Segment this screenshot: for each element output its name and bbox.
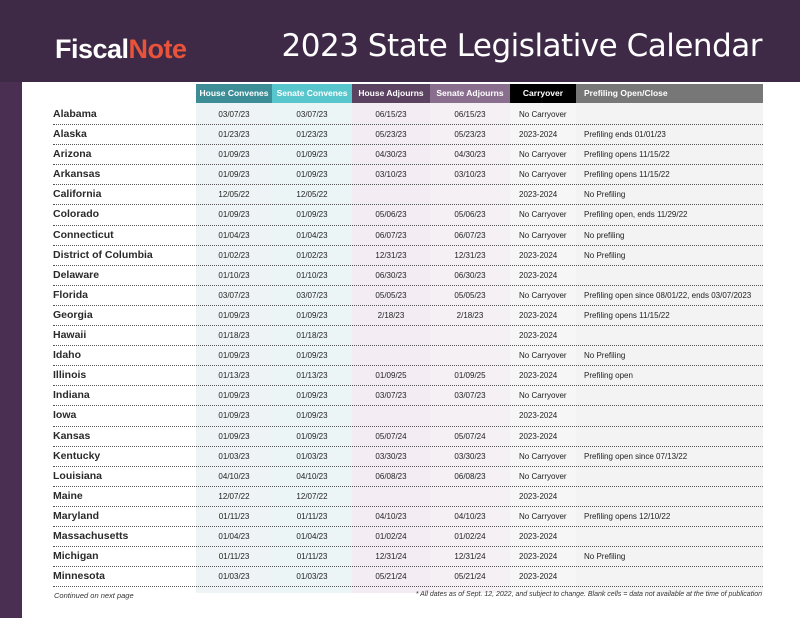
table-row <box>53 306 763 326</box>
senate-convenes-cell: 03/07/23 <box>296 290 328 300</box>
carryover-cell: 2023-2024 <box>519 552 558 562</box>
state-cell: Maine <box>53 489 83 502</box>
senate-adjourns-cell: 06/30/23 <box>454 270 486 280</box>
senate-convenes-cell: 01/09/23 <box>296 411 328 421</box>
carryover-cell: 2023-2024 <box>519 411 558 421</box>
house-adjourns-cell: 05/07/24 <box>375 431 407 441</box>
senate-adjourns-cell: 12/31/24 <box>454 552 486 562</box>
house-convenes-cell: 01/03/23 <box>218 572 250 582</box>
carryover-cell: 2023-2024 <box>519 130 558 140</box>
prefiling-cell: No Prefiling <box>584 351 626 361</box>
state-cell: Connecticut <box>53 228 114 241</box>
table-row <box>53 165 763 185</box>
house-convenes-cell: 01/09/23 <box>218 431 250 441</box>
calendar-table <box>53 105 763 587</box>
senate-adjourns-cell: 05/21/24 <box>454 572 486 582</box>
prefiling-cell: Prefiling opens 11/15/22 <box>584 170 670 180</box>
table-row <box>53 185 763 205</box>
carryover-cell: 2023-2024 <box>519 331 558 341</box>
carryover-cell: 2023-2024 <box>519 310 558 320</box>
senate-adjourns-cell: 03/10/23 <box>454 170 486 180</box>
carryover-cell: No Carryover <box>519 170 567 180</box>
logo-part-fiscal: Fiscal <box>55 34 129 64</box>
senate-convenes-cell: 01/09/23 <box>296 170 328 180</box>
house-convenes-cell: 04/10/23 <box>218 471 250 481</box>
state-cell: District of Columbia <box>53 248 153 261</box>
house-convenes-cell: 01/09/23 <box>218 351 250 361</box>
carryover-cell: No Carryover <box>519 451 567 461</box>
table-row <box>53 567 763 587</box>
house-adjourns-cell: 05/06/23 <box>375 210 407 220</box>
senate-convenes-cell: 01/09/23 <box>296 351 328 361</box>
house-convenes-cell: 01/02/23 <box>218 250 250 260</box>
state-cell: Georgia <box>53 308 93 321</box>
senate-adjourns-cell: 2/18/23 <box>456 310 484 320</box>
senate-convenes-cell: 04/10/23 <box>296 471 328 481</box>
table-row <box>53 366 763 386</box>
senate-convenes-cell: 01/09/23 <box>296 431 328 441</box>
carryover-cell: No Carryover <box>519 210 567 220</box>
house-convenes-cell: 01/11/23 <box>218 552 250 562</box>
senate-convenes-cell: 01/11/23 <box>296 552 328 562</box>
fiscalnote-logo <box>55 34 187 65</box>
house-adjourns-cell: 06/07/23 <box>375 230 407 240</box>
carryover-cell: No Carryover <box>519 511 567 521</box>
footnote: * All dates as of Sept. 12, 2022, and subject to change. Blank cells = data not available at the time of publication <box>415 591 762 598</box>
senate-adjourns-cell: 05/06/23 <box>454 210 486 220</box>
house-adjourns-cell: 05/05/23 <box>375 290 407 300</box>
table-row <box>53 226 763 246</box>
senate-convenes-cell: 01/13/23 <box>296 371 328 381</box>
house-adjourns-cell: 05/21/24 <box>375 572 407 582</box>
state-cell: Maryland <box>53 509 100 522</box>
state-cell: Illinois <box>53 369 87 382</box>
house-adjourns-cell: 06/30/23 <box>375 270 407 280</box>
table-row <box>53 266 763 286</box>
prefiling-cell: Prefiling opens 12/10/22 <box>584 511 671 521</box>
header-senate-convenes: Senate Convenes <box>272 84 352 103</box>
table-row <box>53 205 763 225</box>
house-convenes-cell: 01/09/23 <box>218 210 250 220</box>
state-cell: Colorado <box>53 208 100 221</box>
table-row <box>53 447 763 467</box>
senate-convenes-cell: 01/02/23 <box>296 250 328 260</box>
senate-adjourns-cell: 01/02/24 <box>454 531 486 541</box>
house-convenes-cell: 12/05/22 <box>218 190 250 200</box>
state-cell: Idaho <box>53 349 81 362</box>
prefiling-cell: No Prefiling <box>584 190 626 200</box>
state-cell: Florida <box>53 288 89 301</box>
senate-convenes-cell: 12/07/22 <box>296 491 328 501</box>
table-row <box>53 346 763 366</box>
senate-adjourns-cell: 06/08/23 <box>454 471 486 481</box>
house-adjourns-cell: 2/18/23 <box>377 310 405 320</box>
senate-adjourns-cell: 05/23/23 <box>454 130 486 140</box>
table-row <box>53 487 763 507</box>
carryover-cell: 2023-2024 <box>519 431 558 441</box>
table-row <box>53 145 763 165</box>
table-row <box>53 105 763 125</box>
header-senate-adjourns: Senate Adjourns <box>430 84 510 103</box>
state-cell: Delaware <box>53 268 100 281</box>
senate-convenes-cell: 01/09/23 <box>296 391 328 401</box>
header-house-adjourns: House Adjourns <box>352 84 430 103</box>
house-convenes-cell: 01/09/23 <box>218 150 250 160</box>
table-row <box>53 246 763 266</box>
house-convenes-cell: 01/10/23 <box>218 270 250 280</box>
house-adjourns-cell: 04/10/23 <box>375 511 407 521</box>
table-row <box>53 527 763 547</box>
senate-adjourns-cell: 06/15/23 <box>454 110 486 119</box>
table-row <box>53 507 763 527</box>
house-adjourns-cell: 05/23/23 <box>375 130 407 140</box>
prefiling-cell: Prefiling open <box>584 371 633 381</box>
table-row <box>53 547 763 567</box>
state-cell: Massachusetts <box>53 529 129 542</box>
house-convenes-cell: 03/07/23 <box>218 110 250 119</box>
table-row <box>53 286 763 306</box>
house-convenes-cell: 01/09/23 <box>218 411 250 421</box>
carryover-cell: 2023-2024 <box>519 531 558 541</box>
carryover-cell: No Carryover <box>519 471 567 481</box>
prefiling-cell: Prefiling ends 01/01/23 <box>584 130 666 140</box>
house-convenes-cell: 01/04/23 <box>218 230 250 240</box>
state-cell: Kentucky <box>53 449 101 462</box>
house-adjourns-cell: 03/30/23 <box>375 451 407 461</box>
house-convenes-cell: 01/13/23 <box>218 371 250 381</box>
house-convenes-cell: 01/09/23 <box>218 391 250 401</box>
senate-convenes-cell: 01/11/23 <box>296 511 328 521</box>
house-convenes-cell: 01/23/23 <box>218 130 250 140</box>
carryover-cell: No Carryover <box>519 391 567 401</box>
prefiling-cell: No prefiling <box>584 230 625 240</box>
house-adjourns-cell: 06/08/23 <box>375 471 407 481</box>
house-convenes-cell: 12/07/22 <box>218 491 250 501</box>
carryover-cell: 2023-2024 <box>519 572 558 582</box>
table-row <box>53 467 763 487</box>
senate-adjourns-cell: 03/30/23 <box>454 451 486 461</box>
house-adjourns-cell: 03/10/23 <box>375 170 407 180</box>
senate-convenes-cell: 01/18/23 <box>296 331 328 341</box>
table-row <box>53 386 763 406</box>
table-row <box>53 427 763 447</box>
house-adjourns-cell: 12/31/23 <box>375 250 407 260</box>
header-house-convenes: House Convenes <box>196 84 272 103</box>
senate-convenes-cell: 01/03/23 <box>296 451 328 461</box>
house-convenes-cell: 01/11/23 <box>218 511 250 521</box>
senate-convenes-cell: 01/10/23 <box>296 270 328 280</box>
state-cell: California <box>53 188 102 201</box>
house-convenes-cell: 01/18/23 <box>218 331 250 341</box>
senate-adjourns-cell: 06/07/23 <box>454 230 486 240</box>
continued-note: Continued on next page <box>54 591 134 600</box>
state-cell: Minnesota <box>53 570 105 583</box>
senate-convenes-cell: 01/09/23 <box>296 310 328 320</box>
carryover-cell: 2023-2024 <box>519 270 558 280</box>
senate-convenes-cell: 01/03/23 <box>296 572 328 582</box>
prefiling-cell: Prefiling open since 08/01/22, ends 03/07/2023 <box>584 290 752 300</box>
house-convenes-cell: 01/09/23 <box>218 170 250 180</box>
house-convenes-cell: 01/04/23 <box>218 531 250 541</box>
header-carryover: Carryover <box>510 84 576 103</box>
carryover-cell: No Carryover <box>519 230 567 240</box>
carryover-cell: 2023-2024 <box>519 250 558 260</box>
table-row <box>53 326 763 346</box>
prefiling-cell: No Prefiling <box>584 250 626 260</box>
senate-convenes-cell: 01/23/23 <box>296 130 328 140</box>
senate-adjourns-cell: 04/10/23 <box>454 511 486 521</box>
senate-convenes-cell: 01/04/23 <box>296 230 328 240</box>
house-convenes-cell: 01/03/23 <box>218 451 250 461</box>
carryover-cell: No Carryover <box>519 150 567 160</box>
carryover-cell: No Carryover <box>519 351 567 361</box>
state-cell: Alabama <box>53 108 97 120</box>
carryover-cell: No Carryover <box>519 110 567 119</box>
senate-convenes-cell: 12/05/22 <box>296 190 328 200</box>
state-cell: Kansas <box>53 429 91 442</box>
prefiling-cell: Prefiling opens 11/15/22 <box>584 150 670 160</box>
house-adjourns-cell: 04/30/23 <box>375 150 407 160</box>
table-row <box>53 125 763 145</box>
senate-convenes-cell: 01/09/23 <box>296 150 328 160</box>
prefiling-cell: Prefiling opens 11/15/22 <box>584 310 670 320</box>
state-cell: Iowa <box>53 409 77 422</box>
header-bar <box>0 0 800 82</box>
state-cell: Indiana <box>53 389 90 402</box>
house-adjourns-cell: 12/31/24 <box>375 552 407 562</box>
state-cell: Louisiana <box>53 469 103 482</box>
state-cell: Arkansas <box>53 168 101 181</box>
senate-convenes-cell: 03/07/23 <box>296 110 328 119</box>
carryover-cell: 2023-2024 <box>519 190 558 200</box>
senate-adjourns-cell: 03/07/23 <box>454 391 486 401</box>
prefiling-cell: Prefiling open since 07/13/22 <box>584 451 688 461</box>
state-cell: Alaska <box>53 128 87 141</box>
logo-part-note: Note <box>128 34 187 64</box>
senate-convenes-cell: 01/09/23 <box>296 210 328 220</box>
senate-adjourns-cell: 01/09/25 <box>454 371 486 381</box>
senate-adjourns-cell: 12/31/23 <box>454 250 486 260</box>
house-adjourns-cell: 06/15/23 <box>375 110 407 119</box>
senate-convenes-cell: 01/04/23 <box>296 531 328 541</box>
house-adjourns-cell: 01/09/25 <box>375 371 407 381</box>
header-prefiling: Prefiling Open/Close <box>576 84 763 103</box>
senate-adjourns-cell: 05/05/23 <box>454 290 486 300</box>
prefiling-cell: Prefiling open, ends 11/29/22 <box>584 210 688 220</box>
table-row <box>53 406 763 426</box>
carryover-cell: 2023-2024 <box>519 371 558 381</box>
prefiling-cell: No Prefiling <box>584 552 626 562</box>
senate-adjourns-cell: 05/07/24 <box>454 431 486 441</box>
carryover-cell: 2023-2024 <box>519 491 558 501</box>
carryover-cell: No Carryover <box>519 290 567 300</box>
state-cell: Arizona <box>53 148 92 161</box>
state-cell: Michigan <box>53 550 99 563</box>
house-adjourns-cell: 01/02/24 <box>375 531 407 541</box>
state-cell: Hawaii <box>53 329 87 342</box>
house-convenes-cell: 01/09/23 <box>218 310 250 320</box>
page-title: 2023 State Legislative Calendar <box>281 28 762 64</box>
house-convenes-cell: 03/07/23 <box>218 290 250 300</box>
senate-adjourns-cell: 04/30/23 <box>454 150 486 160</box>
house-adjourns-cell: 03/07/23 <box>375 391 407 401</box>
